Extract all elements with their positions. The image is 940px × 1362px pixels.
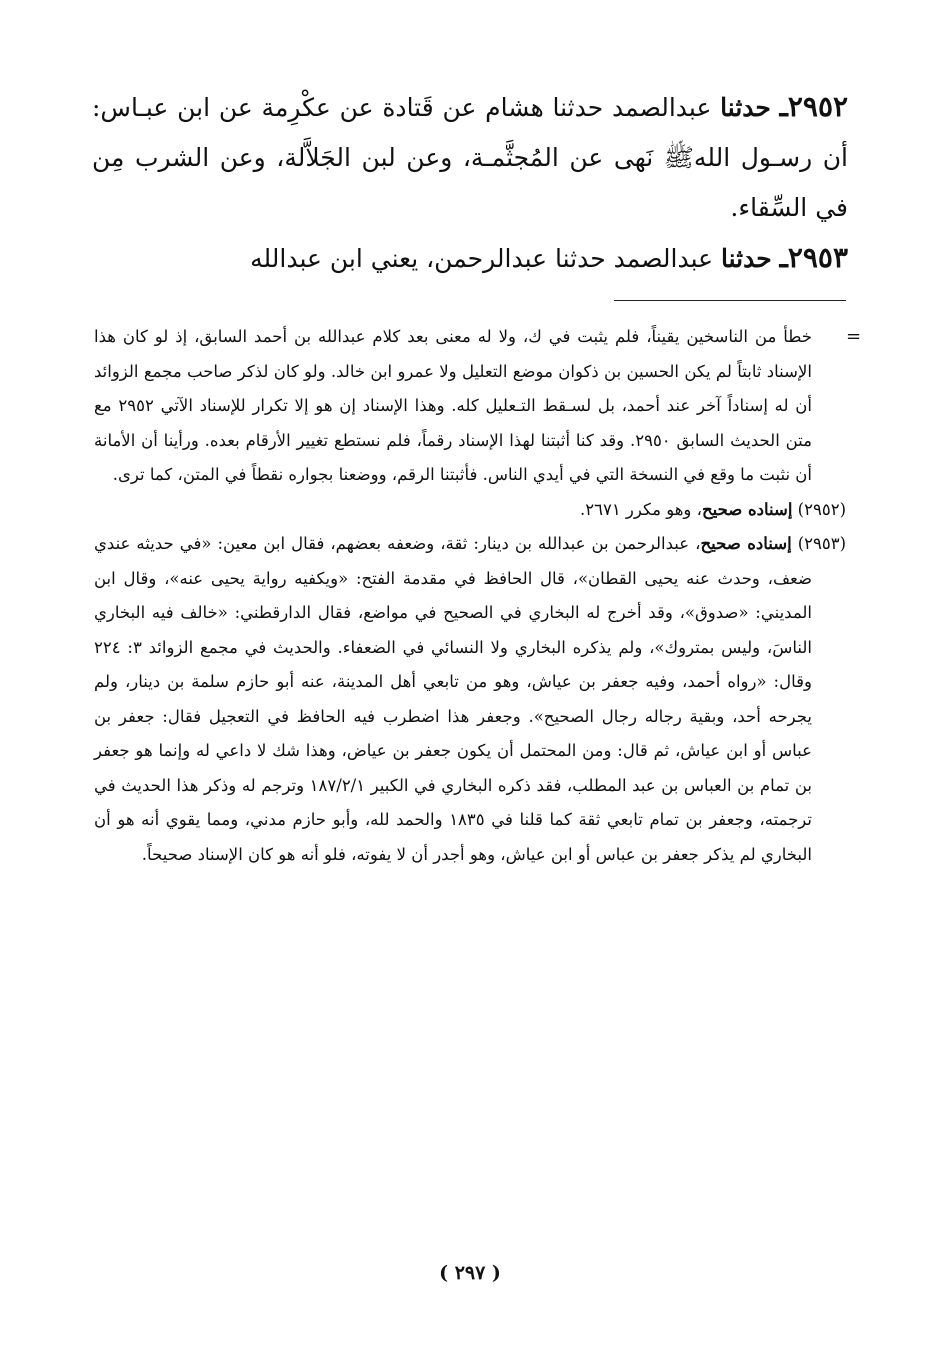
- footnote-text: ، وهو مكرر ٢٦٧١.: [579, 499, 702, 519]
- hadith-lead-word: حدثنا: [720, 244, 772, 273]
- footnote-separator: [614, 300, 846, 301]
- footnote-2952: [94, 493, 846, 528]
- hadith-number: ٢٩٥٣ـ: [779, 241, 848, 274]
- hadith-text: عبدالصمد حدثنا عبدالرحمن، يعني ابن عبدالله: [250, 244, 721, 273]
- hadith-number: ٢٩٥٢ـ: [779, 90, 849, 123]
- footnote-grading: إسناده صحيح: [700, 534, 792, 553]
- hadith-text: عبدالصمد حدثنا هشام عن قَتادة عن عكْرِمة عن ابن عبـاس: أن رسـول اللهﷺ نَهى عن المُجثَّمـة، وعن لبن الجَلاَّلة، وعن الشرب مِن في السِّقاء.: [92, 93, 848, 222]
- hadith-2953: [92, 233, 848, 284]
- page-number: ( ٢٩٧ ): [439, 1262, 501, 1284]
- footnote-grading: إسناده صحيح: [701, 499, 793, 519]
- footnote-ref: (٢٩٥٣): [797, 534, 847, 553]
- footnote-continuation-mark: =: [846, 326, 862, 347]
- footnote-continuation: خطأ من الناسخين يقيناً، فلم يثبت في ك، ولا له معنى بعد كلام عبدالله بن أحمد السابق، إذ لو كان هذا الإسناد ثابتاً لم يكن الحسين بن ذكوان موضع التعليل ولا عمرو ابن خالد. ولو كان لذكر صاحب مجمع الزوائد أن له إسناداً آخر عند أحمد، بل لسـقط التـعليل كله. وهذا الإسناد إن هو إلا تكرار للإسناد الآتي ٢٩٥٢ مع متن الحديث السابق ٢٩٥٠. وقد كنا أثبتنا لهذا الإسناد رقماً، فلم نستطع تغيير الأرقام بعده. ورأينا أن الأمانة أن نثبت ما وقع في النسخة التي في أيدي الناس. فأثبتنا الرقم، ووضعنا بجواره نقطاً في المتن، كما ترى.: [94, 327, 813, 484]
- footnote-2953: [94, 527, 846, 872]
- hadith-lead-word: حدثنا: [720, 93, 771, 122]
- hadith-2952: [92, 82, 848, 233]
- footnotes: [94, 320, 846, 872]
- footnote-ref: (٢٩٥٢): [797, 499, 846, 519]
- footnote-text: ، عبدالرحمن بن عبدالله بن دينار: ثقة، وضعفه بعضهم، فقال ابن معين: «في حديثه عندي ضعف، وحدث عنه يحيى القطان»، قال الحافظ في مقدمة الفتح: «ويكفيه رواية يحيى عنه»، وقال ابن المديني: «صدوق»، وقد أخرج له البخاري في الصحيح في مواضع، فقال الدارقطني: «خالف فيه البخاري الناسَ، وليس بمتروك»، ولم يذكره البخاري ولا النسائي في الضعفاء. والحديث في مجمع الزوائد ٣: ٢٢٤ وقال: «رواه أحمد، وفيه جعفر بن عياش، وهو من تابعي أهل المدينة، عنه أبو حازم سلمة بن دينار، ولم يجرحه أحد، وبقية رجاله رجال الصحيح». وجعفر هذا اضطرب فيه الحافظ في التعجيل فقال: جعفر بن عباس أو ابن عياش، ثم قال: ومن المحتمل أن يكون جعفر بن عياض، وهذا شك لا داعي له وإنما هو جعفر بن تمام بن العباس بن عبد المطلب، فقد ذكره البخاري في الكبير ١٨٧/٢/١ وترجم له وذكر هذا الحديث في ترجمته، وجعفر بن تمام تابعي ثقة كما قلنا في ١٨٣٥ والحمد لله، وأبو حازم مدني، ومما يقوي أنه هو أن البخاري لم يذكر جعفر بن عباس أو ابن عياش، وهو أجدر أن لا يفوته، فلو أنه هو كان الإسناد صحيحاً.: [94, 534, 813, 864]
- main-hadith-text: [92, 82, 848, 284]
